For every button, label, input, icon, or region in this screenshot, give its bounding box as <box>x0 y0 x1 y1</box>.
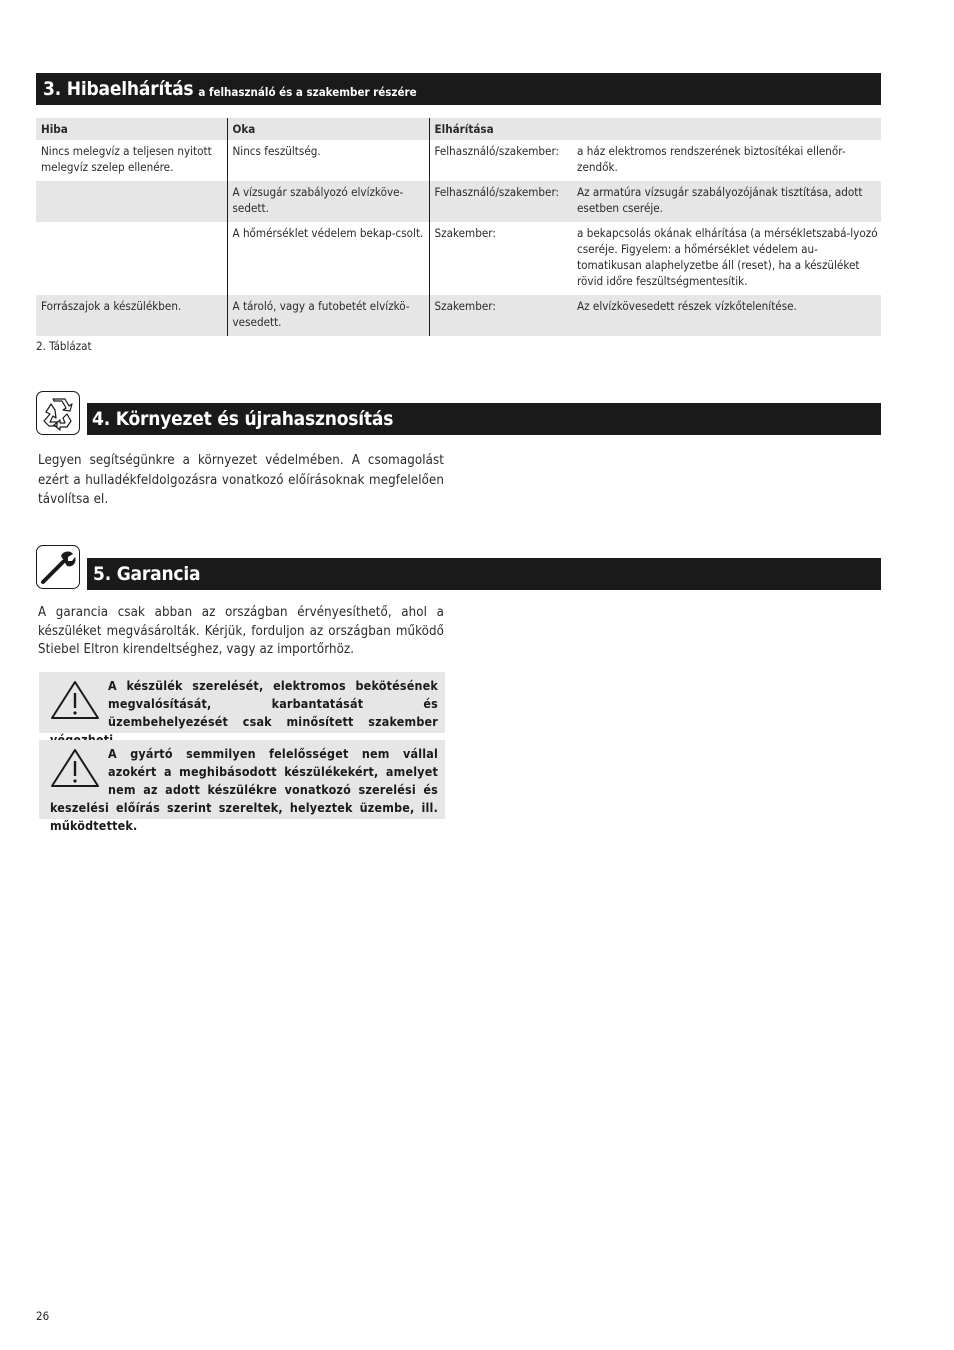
cell-hiba: Nincs melegvíz a teljesen nyitott melegvíz szelep ellenére. <box>41 144 212 174</box>
cell-oka: A tároló, vagy a futobetét elvízkö-vesedett. <box>227 295 429 336</box>
section-5-title: 5. Garancia <box>93 563 201 585</box>
section-3-title: 3. Hibaelhárítás <box>43 78 194 100</box>
column-header-elharitasa: Elhárítása <box>429 118 881 140</box>
section-3-header <box>36 73 881 105</box>
warning-text-1: A készülék szerelését, elektromos bekötésének megvalósítását, karbantatását és üzembehelyezését csak minősített szakember <box>108 678 438 729</box>
table-header-row <box>36 118 881 140</box>
table-caption: 2. Táblázat <box>36 339 92 353</box>
cell-fix: Az elvízkövesedett részek vízkőtelenítése. <box>574 295 881 336</box>
warning-text-2: A gyártó semmilyen felelősséget nem vállal azokért a meghibásodott készülékekért, amelyet nem az adott készülékre vonatkozó szerelési és keszelési előírás szerint szereltek, helyeztek üzembe, ill. működtettek. <box>50 746 438 833</box>
cell-hiba <box>36 222 227 295</box>
cell-hiba <box>36 181 227 222</box>
recycle-icon <box>36 391 80 435</box>
table-row <box>36 222 881 295</box>
table-row <box>36 181 881 222</box>
table-row <box>36 295 881 336</box>
cell-fix: a ház elektromos rendszerének biztosítékai ellenőr-zendők. <box>577 144 846 174</box>
table-row <box>36 140 881 181</box>
cell-oka: A vízsugár szabályozó elvízköve-sedett. <box>227 181 429 222</box>
cell-who: Felhasználó/szakember: <box>429 140 574 181</box>
cell-who: Szakember: <box>429 222 574 295</box>
section-4-header <box>87 403 881 435</box>
section-3-subtitle: a felhasználó és a szakember részére <box>198 84 417 99</box>
warning-box-1 <box>39 672 445 733</box>
section-4-text: Legyen segítségünkre a környezet védelmében. A csomagolást ezért a hulladékfeldolgozásra vonatkozó előírásoknak megfelelően távolítsa el. <box>38 453 444 507</box>
cell-who: Szakember: <box>429 295 574 336</box>
column-header-hiba: Hiba <box>36 118 227 140</box>
page-number: 26 <box>36 1309 50 1323</box>
cell-fix: a bekapcsolás okának elhárítása (a mérsékletszabá-lyozó cseréje. Figyelem: a hőmérséklet védelem au-tomatikusan alaphelyzetbe áll (reset), ha a készüléket rövid időre feszültségmentesítik. <box>577 226 878 288</box>
section-5-text: A garancia csak abban az országban érvényesíthető, ahol a készüléket megvásárolták. Kérjük, forduljon az országban működő Stiebel Eltron kirendeltséghez, vagy az importőrhöz. <box>38 605 444 657</box>
cell-who: Felhasználó/szakember: <box>429 181 574 222</box>
section-4-title: 4. Környezet és újrahasznosítás <box>92 408 394 430</box>
column-header-oka: Oka <box>227 118 429 140</box>
warning-icon <box>50 680 100 720</box>
cell-oka: Nincs feszültség. <box>227 140 429 181</box>
wrench-icon <box>36 545 80 589</box>
warning-box-2 <box>39 740 445 833</box>
cell-oka: A hőmérséklet védelem bekap-csolt. <box>227 222 429 295</box>
cell-hiba: Forrászajok a készülékben. <box>36 295 227 336</box>
section-5-header <box>87 558 881 590</box>
troubleshooting-table <box>36 118 881 336</box>
warning-icon <box>50 748 100 788</box>
cell-fix: Az armatúra vízsugár szabályozójának tisztítása, adott esetben cseréje. <box>574 181 881 222</box>
